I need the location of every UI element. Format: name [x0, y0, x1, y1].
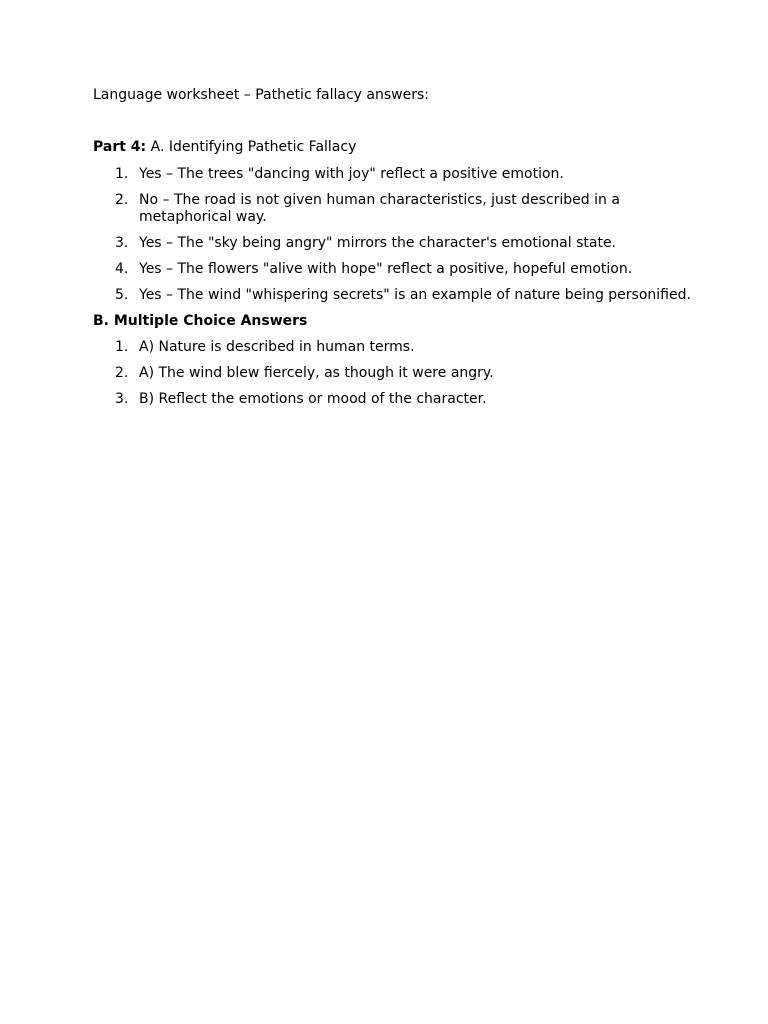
- part-4-subheading: A. Identifying Pathetic Fallacy: [146, 139, 357, 155]
- document-page: [93, 86, 693, 408]
- list-item-number: 3.: [115, 391, 129, 407]
- part-4-answer-list: [93, 166, 693, 304]
- list-item: [93, 287, 693, 304]
- list-item-text: A) Nature is described in human terms.: [139, 339, 415, 355]
- section-b-answer-list: [93, 339, 693, 408]
- list-item: [93, 261, 693, 278]
- list-item-number: 1.: [115, 339, 129, 355]
- list-item-text: A) The wind blew fiercely, as though it were angry.: [139, 365, 494, 381]
- list-item: [93, 391, 693, 408]
- list-item: [93, 192, 693, 226]
- list-item-number: 2.: [115, 365, 129, 381]
- list-item-number: 2.: [115, 192, 129, 208]
- part-4-heading: [93, 138, 693, 157]
- list-item-number: 3.: [115, 235, 129, 251]
- list-item: [93, 166, 693, 183]
- list-item-text: No – The road is not given human characteristics, just described in a metaphorical way.: [139, 192, 620, 225]
- list-item-number: 4.: [115, 261, 129, 277]
- section-b-heading: B. Multiple Choice Answers: [93, 313, 308, 329]
- list-item-text: Yes – The wind "whispering secrets" is an example of nature being personified.: [139, 287, 691, 303]
- list-item: [93, 339, 693, 356]
- list-item: [93, 365, 693, 382]
- list-item-number: 5.: [115, 287, 129, 303]
- list-item-text: Yes – The trees "dancing with joy" reflect a positive emotion.: [139, 166, 564, 182]
- list-item: [93, 235, 693, 252]
- document-title: Language worksheet – Pathetic fallacy answers:: [93, 87, 429, 103]
- list-item-text: Yes – The "sky being angry" mirrors the character's emotional state.: [139, 235, 617, 251]
- part-4-label: Part 4:: [93, 139, 147, 155]
- list-item-number: 1.: [115, 166, 129, 182]
- list-item-text: B) Reflect the emotions or mood of the character.: [139, 391, 487, 407]
- list-item-text: Yes – The flowers "alive with hope" reflect a positive, hopeful emotion.: [139, 261, 633, 277]
